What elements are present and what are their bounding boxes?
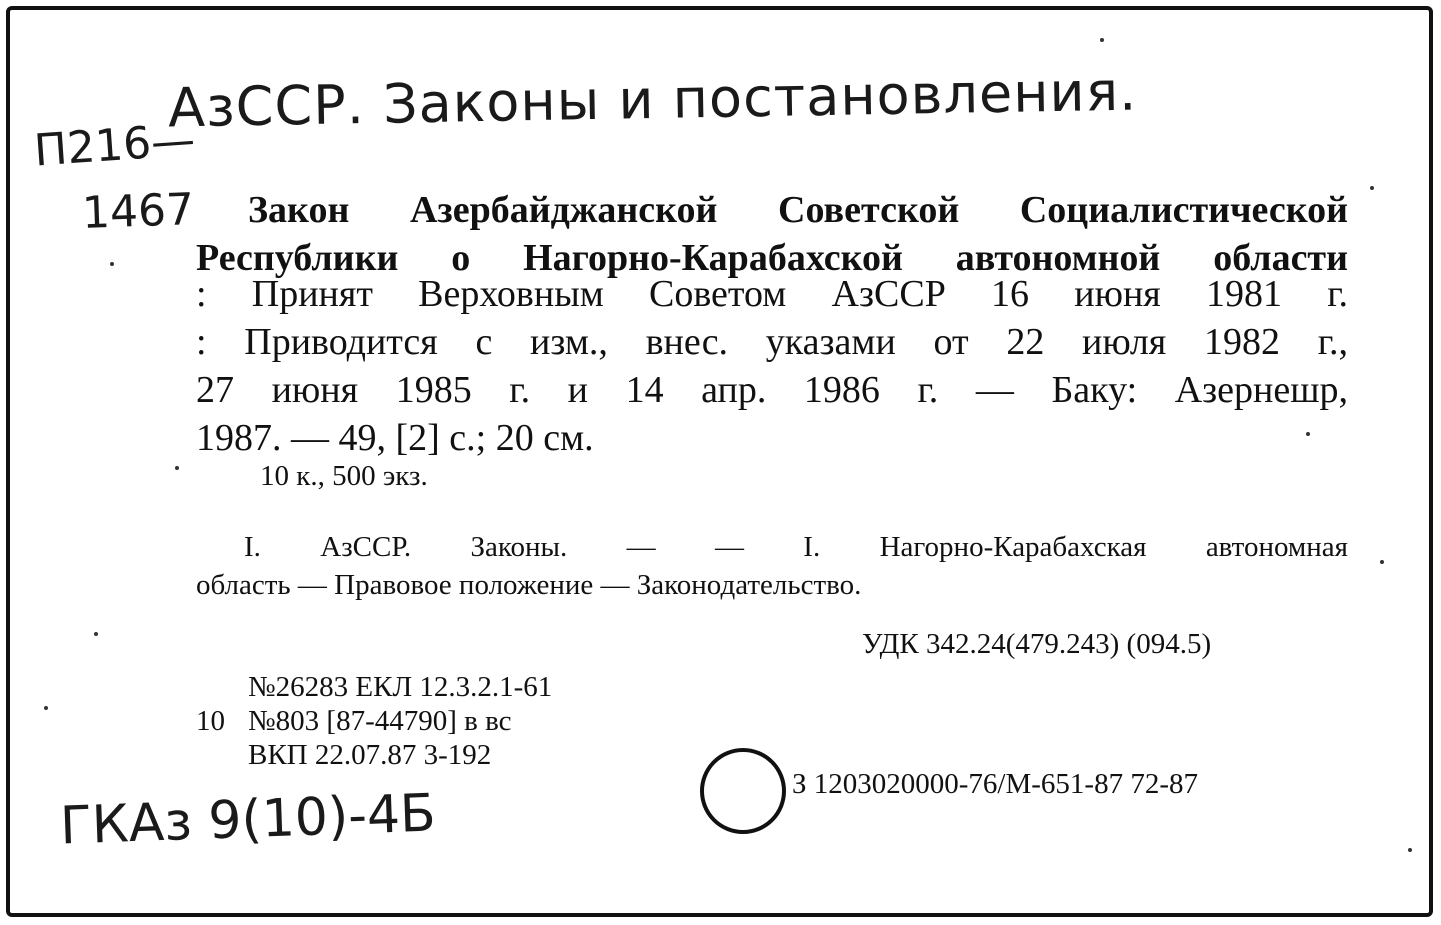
handwritten-bottom-note: ГКАз 9(10)-4Б — [59, 783, 437, 857]
subject-tracings — [196, 528, 1348, 604]
scan-speck — [1370, 186, 1374, 190]
imprint-line: 1987. — 49, [2] с.; 20 см. — [196, 417, 594, 459]
order-line: №803 [87-44790] в вс — [248, 705, 512, 737]
scan-speck — [110, 262, 114, 266]
handwritten-shelf-mark-line1: П216— — [32, 114, 197, 177]
scan-speck — [175, 466, 179, 470]
title-line: Республики о Нагорно-Карабахской автономной области — [196, 237, 1348, 279]
imprint-line: 27 июня 1985 г. и 14 апр. 1986 г. — Баку: Азернешр, — [196, 369, 1348, 411]
scan-speck — [1306, 432, 1310, 436]
scan-speck — [1380, 560, 1384, 564]
order-line: №26283 ЕКЛ 12.3.2.1-61 — [248, 671, 553, 703]
imprint-line: : Принят Верховным Советом АзССР 16 июня 1981 г. — [196, 273, 1348, 315]
scan-speck — [44, 706, 48, 710]
imprint-block — [196, 270, 1348, 462]
copyright-circle-mark — [700, 748, 786, 834]
book-code-line: З 1203020000-76/М-651-87 72-87 — [792, 768, 1198, 800]
order-numbers — [196, 670, 552, 772]
scan-speck — [94, 632, 98, 636]
tracing-line: I. АзССР. Законы. — — I. Нагорно-Карабахская автономная — [244, 531, 1348, 563]
imprint-line: : Приводится с изм., внес. указами от 22 июля 1982 г., — [196, 321, 1348, 363]
title-line: Закон Азербайджанской Советской Социалистической — [248, 189, 1348, 231]
udk-classification: УДК 342.24(479.243) (094.5) — [862, 628, 1212, 660]
order-lead-number: 10 — [196, 705, 225, 737]
price-and-print-run: 10 к., 500 экз. — [260, 460, 428, 492]
scan-speck — [1100, 38, 1104, 42]
record-title — [196, 186, 1348, 234]
order-line: ВКП 22.07.87 3-192 — [248, 739, 492, 771]
tracing-line: область — Правовое положение — Законодательство. — [196, 569, 862, 601]
order-line-with-lead — [196, 704, 552, 738]
handwritten-heading: АзССР. Законы и постановления. — [167, 59, 1138, 140]
handwritten-shelf-mark-line2: 1467 — [81, 184, 195, 239]
scan-speck — [1408, 848, 1412, 852]
